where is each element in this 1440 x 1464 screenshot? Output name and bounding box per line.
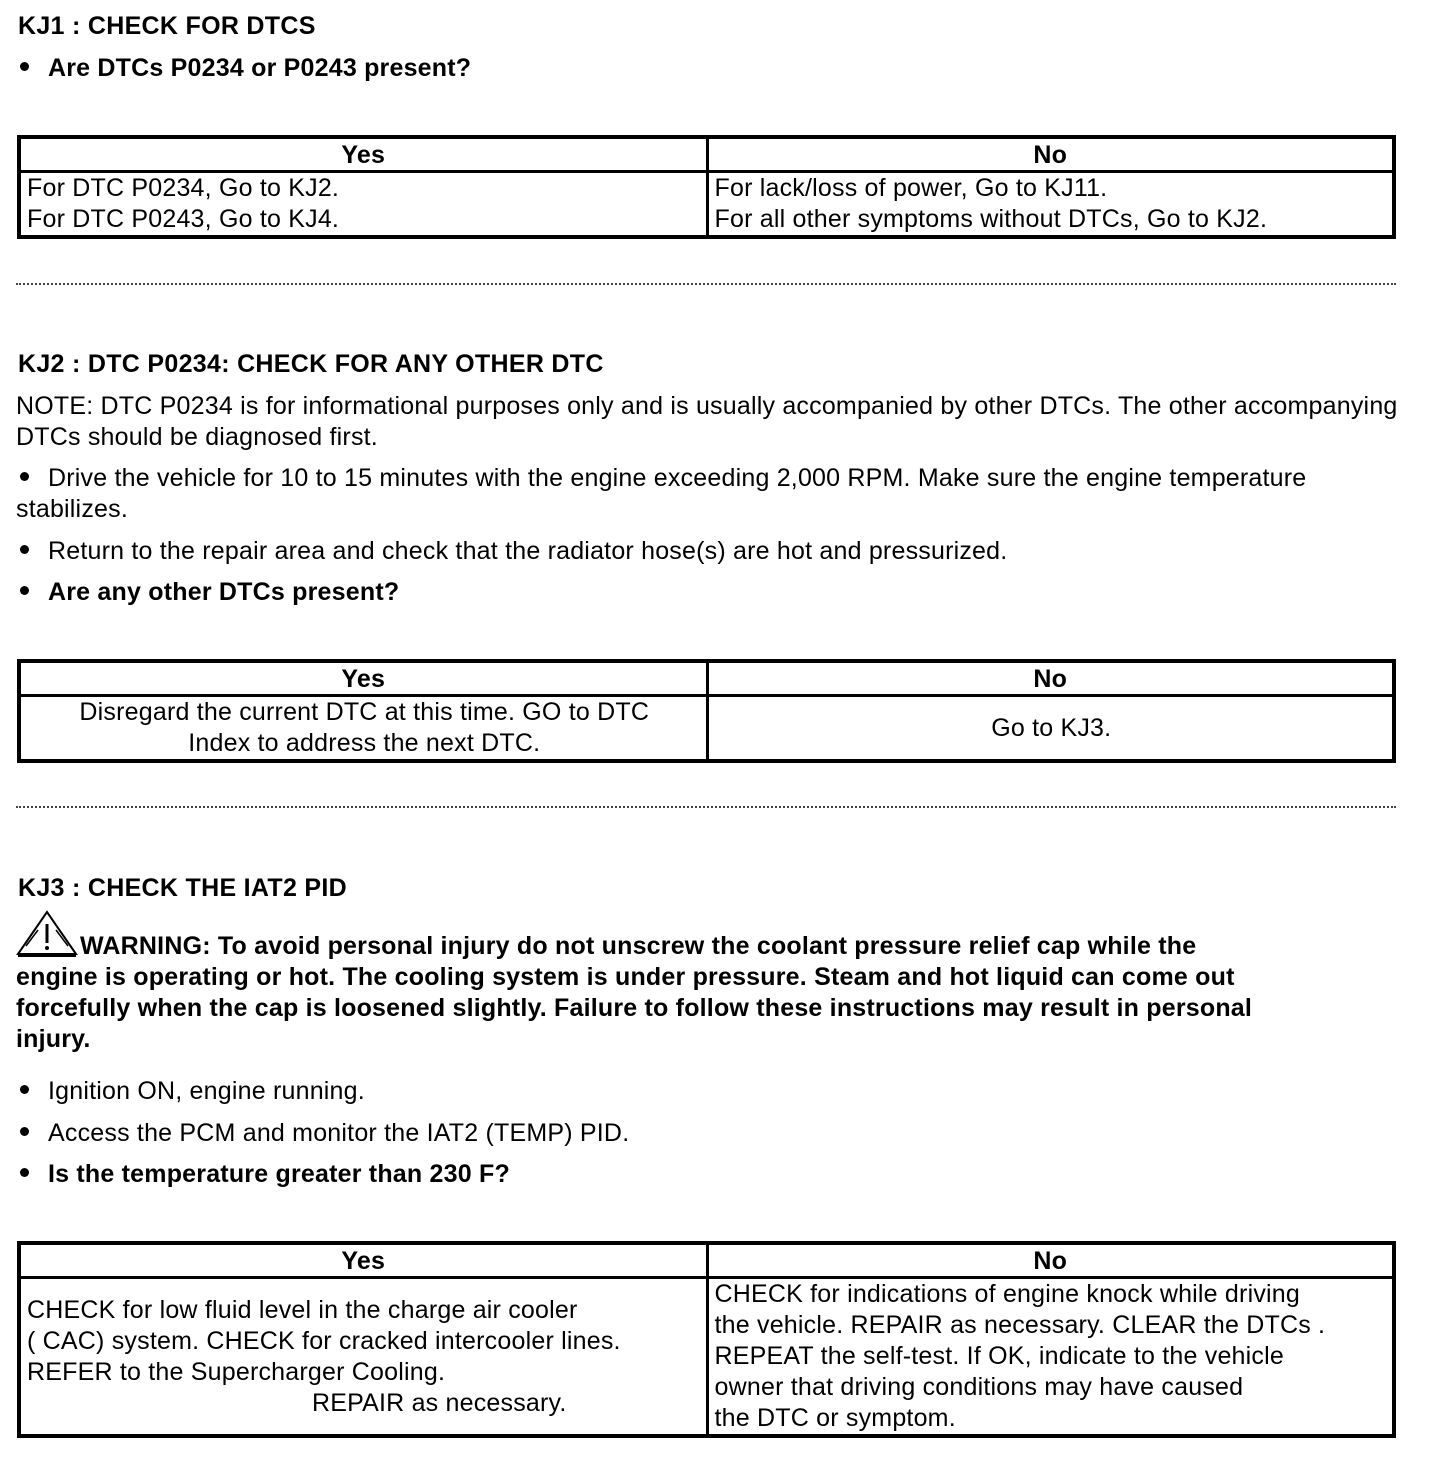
kj2-step-1: Drive the vehicle for 10 to 15 minutes with the engine exceeding 2,000 RPM. Make sure the engine temperature stabilizes. <box>16 464 1307 523</box>
kj3-warning: WARNING: To avoid personal injury do not unscrew the coolant pressure relief cap while the engine is operating or hot. The cooling system is under pressure. Steam and hot liquid can come out forcefully when the cap is loosened slightly. Failure to follow these instructions may result in personal injury. <box>16 910 1426 1055</box>
kj3-heading: KJ3 : CHECK THE IAT2 PID <box>18 874 348 902</box>
bullet-dot-icon <box>20 1127 29 1136</box>
kj1-question: Are DTCs P0234 or P0243 present? <box>16 53 471 84</box>
yes-cell: CHECK for low fluid level in the charge air cooler ( CAC) system. CHECK for cracked intercooler lines. REFER to the Supercharger Cooling. REPAIR as necessary. <box>19 1278 707 1437</box>
no-header: No <box>707 661 1394 696</box>
no-header: No <box>707 1243 1394 1278</box>
bullet-dot-icon <box>20 545 29 554</box>
section-divider <box>16 283 1396 285</box>
yes-cell: Disregard the current DTC at this time. GO to DTC Index to address the next DTC. <box>19 696 707 762</box>
kj2-note: NOTE: DTC P0234 is for informational purposes only and is usually accompanied by other DTCs. The other accompanying DTCs should be diagnosed first. <box>16 392 1398 451</box>
kj3-question: Is the temperature greater than 230 F? <box>16 1159 510 1190</box>
no-cell: CHECK for indications of engine knock while driving the vehicle. REPAIR as necessary. CLEAR the DTCs . REPEAT the self-test. If OK, indicate to the vehicle owner that driving conditions may have caused the DTC or symptom. <box>707 1278 1394 1437</box>
no-cell: Go to KJ3. <box>707 696 1394 762</box>
yes-header: Yes <box>19 661 707 696</box>
kj2-heading: KJ2 : DTC P0234: CHECK FOR ANY OTHER DTC <box>18 350 604 378</box>
kj2-question: Are any other DTCs present? <box>16 577 399 608</box>
warning-triangle-icon <box>16 910 78 958</box>
yes-header: Yes <box>19 1243 707 1278</box>
bullet-dot-icon <box>20 62 29 71</box>
kj3-step-1: Ignition ON, engine running. <box>16 1076 365 1107</box>
kj3-step-2: Access the PCM and monitor the IAT2 (TEMP) PID. <box>16 1118 629 1149</box>
bullet-dot-icon <box>20 586 29 595</box>
kj3-decision-table <box>17 1241 1396 1438</box>
kj1-heading: KJ1 : CHECK FOR DTCS <box>18 12 316 40</box>
bullet-dot-icon <box>20 1168 29 1177</box>
kj2-step-2: Return to the repair area and check that the radiator hose(s) are hot and pressurized. <box>16 536 1007 567</box>
bullet-dot-icon <box>20 1085 29 1094</box>
bullet-dot-icon <box>20 472 29 481</box>
yes-cell: For DTC P0234, Go to KJ2. For DTC P0243, Go to KJ4. <box>19 172 707 238</box>
yes-header: Yes <box>19 137 707 172</box>
kj1-decision-table <box>17 135 1396 239</box>
no-cell: For lack/loss of power, Go to KJ11. For all other symptoms without DTCs, Go to KJ2. <box>707 172 1394 238</box>
no-header: No <box>707 137 1394 172</box>
kj2-decision-table <box>17 659 1396 763</box>
section-divider <box>16 806 1396 808</box>
